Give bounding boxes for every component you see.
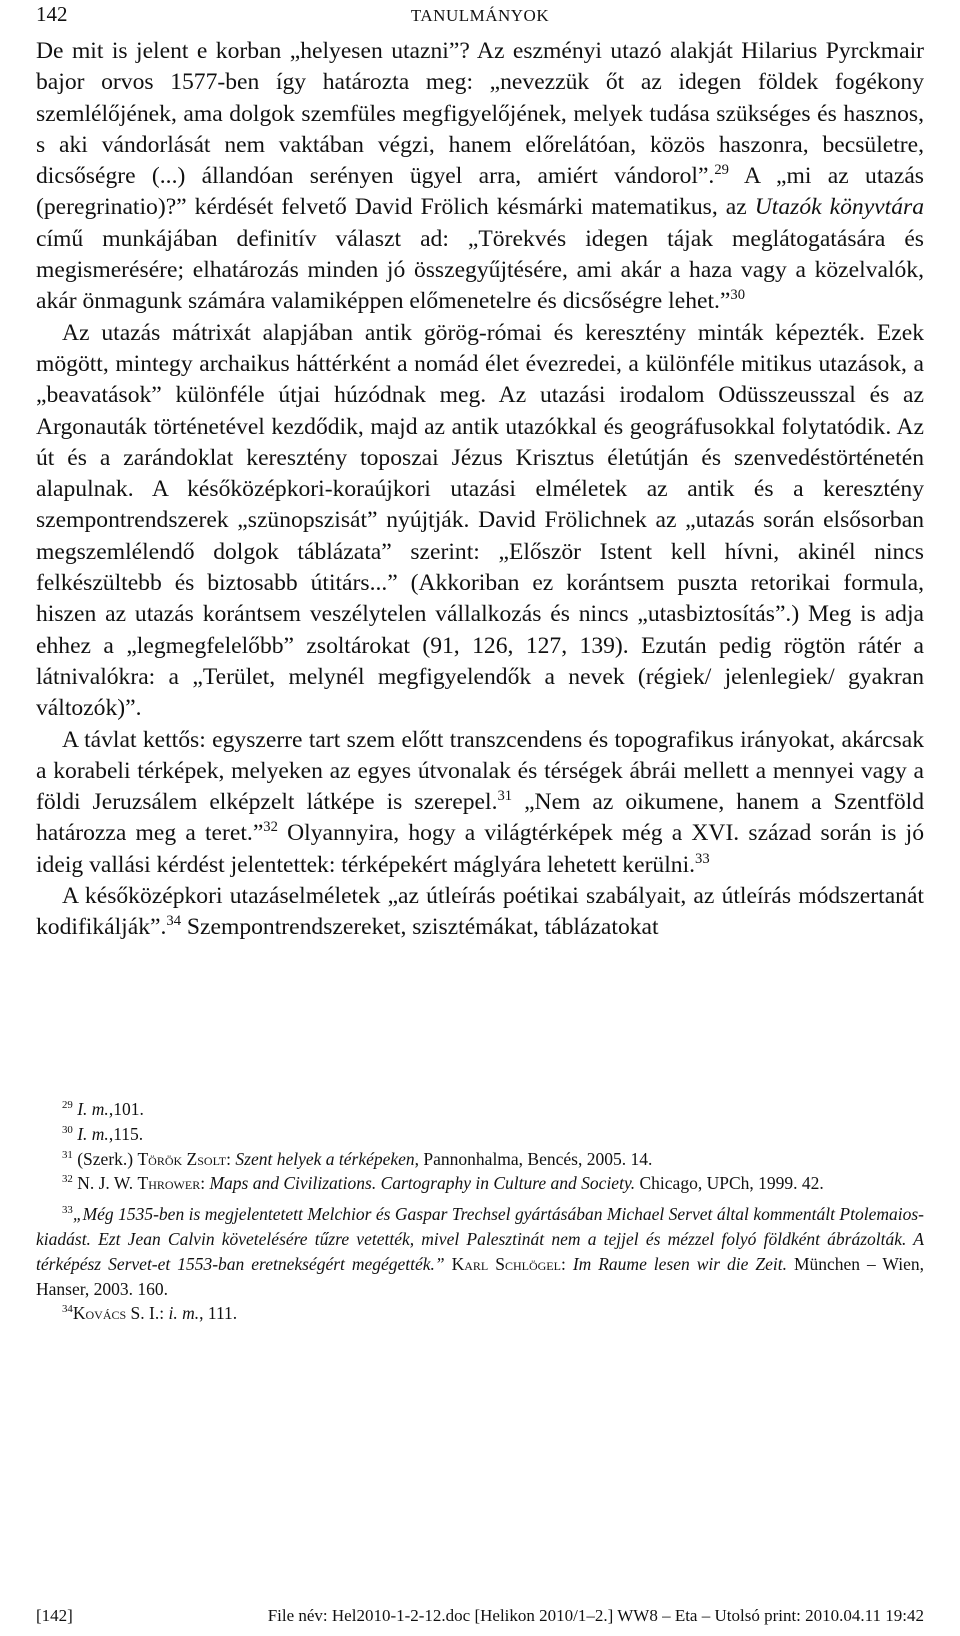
footnote-quote: „Még 1535-ben is megjelentetett Melchior és Gaspar Trechsel gyártásában Michael Servet által kommentált Ptolemaios-kiadást. Ezt Jean Calvin követelésére tűzre vetették, mivel Palesztinát nem a tejjel és mézzel folyó földként ábrázolták. A térképész Servet-et 1553-ban eretnekségért megégették.” — [36, 1204, 924, 1274]
footnote-ref-34[interactable]: 34 — [166, 913, 182, 930]
footnote-number: 30 — [62, 1123, 73, 1136]
footnote-italic: i. m. — [168, 1303, 200, 1324]
text-run: Olyannyira, hogy a világtérképek még a XVI. század során is jó ideig vallási kérdést jelentettek: térképekért máglyára lehetett kerülni. — [36, 820, 924, 878]
paragraph-1 — [36, 36, 924, 318]
footnote-number: 32 — [62, 1173, 73, 1186]
footnote-text: , Pannonhalma, Bencés, 2005. 14. — [414, 1148, 653, 1169]
page-number: 142 — [36, 2, 68, 26]
paragraph-4 — [36, 881, 924, 944]
text-run: A későközépkori utazáselméletek „az útleírás poétikai szabályait, az útleírás módszertanát kodifikálják”. — [36, 883, 924, 941]
footnote-text: München – Wien, Hanser, 2003. 160. — [36, 1253, 924, 1299]
footnote-author: Kovács S. I. — [72, 1303, 160, 1324]
footnote-ref-32[interactable]: 32 — [263, 819, 278, 836]
footer-page-code: [142] — [36, 1606, 73, 1625]
footnote-title: Im Raume lesen wir die Zeit. — [572, 1253, 787, 1274]
footnote-italic: I. m. — [77, 1099, 109, 1119]
body-text — [36, 36, 924, 944]
footnote-text — [445, 1254, 452, 1274]
footer-file-info: File név: Hel2010-1-2-12.doc [Helikon 2010/1–2.] WW8 – Eta – Utolsó print: 2010.04.11 19:42 — [267, 1606, 924, 1625]
footnote-32 — [36, 1171, 924, 1196]
footnote-text: : — [226, 1148, 236, 1169]
text-run: De mit is jelent e korban „helyesen utazni”? Az eszményi utazó alakját Hilarius Pyrckmair bajor orvos 1577-ben így határozta meg: „nevezzük őt az idegen földek fogékony szemlélőjének, ama dolgok szemfüles megfigyelőjének, melyek tudása szükséges és hasznos, s aki vándorlását nem vaktában végzi, hanem előrelátóan, közös haszonra, becsületre, dicsőségre (...) állandóan serényen ügyel arra, amiért vándorol”. — [36, 38, 924, 190]
footnote-text: : — [200, 1173, 210, 1194]
footnote-text: : — [159, 1303, 169, 1324]
text-run: című munkájában definitív választ ad: „Törekvés idegen tájak meglátogatására és megismerésére; elhatározás minden jó összegyűjtésére, ami akár a haza vagy a közelvalók, akár önmagunk számára valamiképpen előmenetelre és dicsőségre lehet.” — [36, 225, 924, 315]
footnote-author: Török Zsolt — [137, 1148, 227, 1169]
footnote-ref-31[interactable]: 31 — [497, 788, 513, 805]
footnote-italic: I. m. — [77, 1123, 109, 1144]
footnote-title: Szent helyek a térképeken — [235, 1148, 415, 1169]
text-run: A „mi az utazás (peregrinatio)?” kérdését felvető David Frölich késmárki matematikus, az — [36, 163, 924, 221]
footnote-31 — [36, 1147, 924, 1172]
text-run: Szempontrendszereket, szisztémákat, táblázatokat — [181, 914, 659, 941]
footnote-title: Maps and Civilizations. Cartography in Culture and Society. — [209, 1173, 636, 1194]
footnote-author: Karl Schlögel — [451, 1253, 561, 1274]
footnote-author: Thrower — [137, 1173, 201, 1194]
text-run: „Nem az oikumene, hanem a Szentföld határozza meg a teret.” — [36, 789, 924, 847]
paragraph-2: Az utazás mátrixát alapjában antik görög-római és keresztény minták képezték. Ezek mögött, mintegy archaikus háttérként a nomád élet évezredei, a különféle mitikus utazások, a „beavatások” különféle útjai húzódnak meg. Az utazási irodalom Odüsszeusszal és az Argonauták történetével kezdődik, majd az antik utazókkal és geográfusokkal folytatódik. Az út és a zarándoklat keresztény toposzai Jézus Krisztus életútján és szenvedéstörténetén alapulnak. A későközépkori-koraújkori utazási elméletek az antik és a keresztény szempontrendszerek „szünopszisát” nyújtják. David Frölichnek az „utazás során elsősorban megszemlélendő dolgok táblázata” szerint: „Először Istent kell hívni, akinél nincs felkészültebb és biztosabb útitárs...” (Akkoriban ez korántsem puszta retorikai formula, hiszen az utazás korántsem veszélytelen vállalkozás és nincs „utasbiztosítás”.) Meg is adja ehhez a „legmegfelelőbb” zsoltárokat (91, 126, 127, 139). Ezután pedig rögtön rátér a látnivalókra: a „Terület, melynél megfigyelendők a nevek (régiek/ jelenlegiek/ gyakran változók)”. — [36, 319, 924, 722]
footnote-number: 29 — [62, 1099, 73, 1112]
footnote-number: 31 — [62, 1148, 73, 1161]
footnote-number: 34 — [62, 1303, 73, 1316]
book-title: Utazók könyvtára — [754, 194, 924, 221]
footnote-33 — [36, 1202, 924, 1301]
footnote-ref-33[interactable]: 33 — [695, 850, 710, 867]
footnote-text: , 111. — [199, 1303, 238, 1324]
footnote-number: 33 — [62, 1204, 73, 1217]
footnote-text: ,115. — [108, 1123, 144, 1144]
footnote-text: ,101. — [108, 1099, 144, 1119]
footnote-text: : — [560, 1253, 573, 1274]
footnotes — [36, 1097, 924, 1326]
footnote-34 — [36, 1301, 924, 1326]
footnote-text: (Szerk.) — [72, 1148, 138, 1169]
running-head: TANULMÁNYOK — [410, 6, 550, 25]
paragraph-3 — [36, 725, 924, 881]
footnote-30 — [36, 1122, 924, 1147]
footnote-29 — [36, 1097, 924, 1122]
footnote-ref-29[interactable]: 29 — [714, 162, 729, 179]
footnote-ref-30[interactable]: 30 — [730, 287, 746, 304]
text-run: A távlat kettős: egyszerre tart szem előtt transzcendens és topografikus irányokat, akárcsak a korabeli térképek, melyeken az egyes útvonalak és térségek ábrái mellett a mennyei vagy a földi Jeruzsálem elképzelt látképe is szerepel. — [36, 726, 924, 816]
footnote-text: N. J. W. — [72, 1173, 138, 1194]
footnote-text: Chicago, UPCh, 1999. 42. — [635, 1173, 824, 1194]
